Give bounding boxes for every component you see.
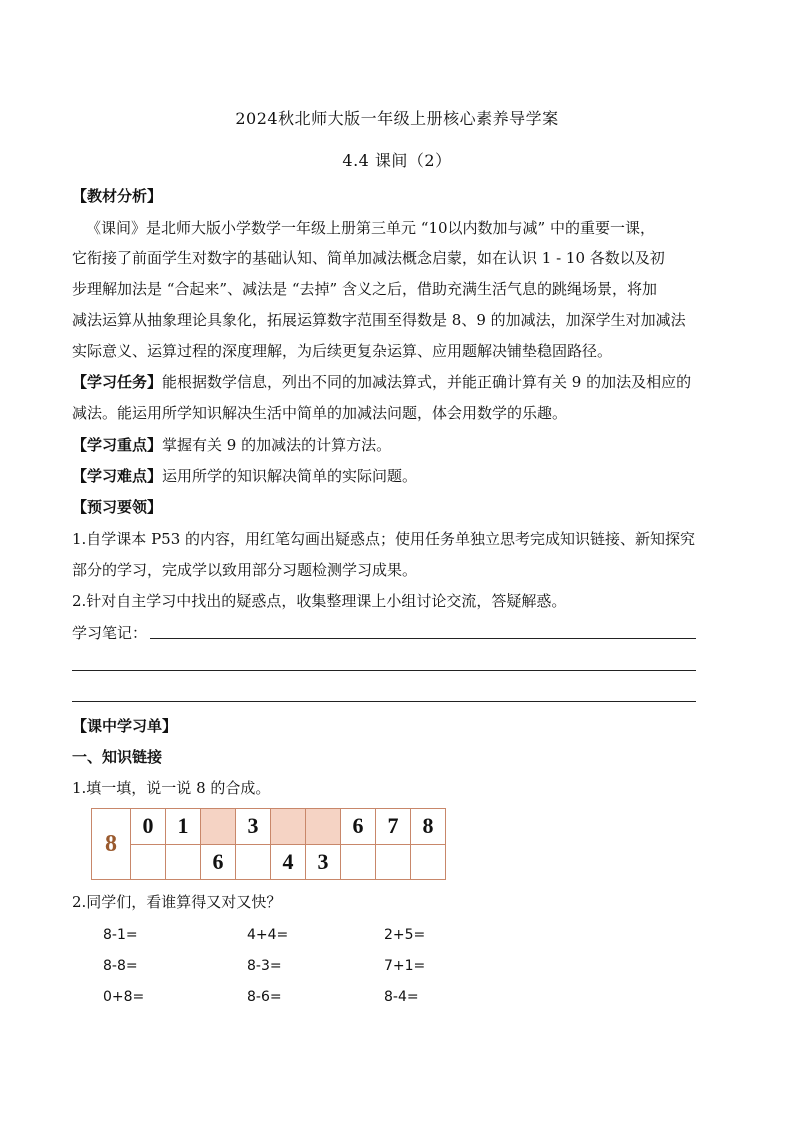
- composition-top-cell: 7: [376, 809, 411, 845]
- analysis-line-2: 它衔接了前面学生对数字的基础认知、简单加减法概念启蒙，如在认识 1 - 10 各数以及初: [72, 249, 665, 267]
- exercise: 4+4=: [247, 927, 289, 943]
- composition-bottom-cell[interactable]: [341, 844, 376, 880]
- key-point: [72, 435, 724, 455]
- notes-line-2[interactable]: [72, 670, 696, 671]
- composition-table: [91, 808, 446, 880]
- exercise: 8-4=: [384, 989, 419, 1005]
- composition-top-cell: 6: [341, 809, 376, 845]
- analysis-heading: 【教材分析】: [72, 187, 163, 205]
- analysis-line-4: 减法运算从抽象理论具象化，拓展运算数字范围至得数是 8、9 的加减法，加深学生对加减法: [72, 311, 686, 329]
- composition-top-cell[interactable]: [306, 809, 341, 845]
- composition-bottom-cell[interactable]: [411, 844, 446, 880]
- question-2: 2.同学们，看谁算得又对又快？: [72, 893, 282, 911]
- document-title: 2024秋北师大版一年级上册核心素养导学案: [235, 109, 559, 128]
- analysis-line-3: 步理解加法是 “合起来”、减法是 “去掉” 含义之后，借助充满生活气息的跳绳场景，将加: [72, 280, 657, 298]
- composition-bottom-cell[interactable]: [236, 844, 271, 880]
- task-line-1: [72, 372, 724, 392]
- task-line-2: 减法。能运用所学知识解决生活中简单的加减法问题，体会用数学的乐趣。: [72, 404, 568, 422]
- notes-line-3[interactable]: [72, 701, 696, 702]
- exercise: 8-6=: [247, 989, 282, 1005]
- exercise: 0+8=: [103, 989, 145, 1005]
- composition-bottom-cell[interactable]: [166, 844, 201, 880]
- composition-whole: 8: [92, 809, 131, 880]
- composition-bottom-cell: 3: [306, 844, 341, 880]
- key-point-text: 掌握有关 9 的加减法的计算方法。: [162, 436, 392, 454]
- composition-bottom-cell[interactable]: [376, 844, 411, 880]
- task-label: 【学习任务】: [72, 373, 163, 391]
- composition-bottom-row: [92, 844, 446, 880]
- notes-line-1[interactable]: [150, 638, 696, 639]
- task-text: 能根据数学信息，列出不同的加减法算式，并能正确计算有关 9 的加法及相应的: [162, 373, 692, 391]
- preview-heading: 【预习要领】: [72, 498, 163, 516]
- preview-line-2: 部分的学习，完成学以致用部分习题检测学习成果。: [72, 561, 418, 579]
- exercise: 8-1=: [103, 927, 138, 943]
- preview-line-3: 2.针对自主学习中找出的疑惑点，收集整理课上小组讨论交流，答疑解惑。: [72, 592, 567, 610]
- composition-bottom-cell: 4: [271, 844, 306, 880]
- composition-bottom-cell[interactable]: [131, 844, 166, 880]
- analysis-line-1: 《课间》是北师大版小学数学一年级上册第三单元 “10以内数加与减” 中的重要一课，: [86, 219, 655, 237]
- composition-top-cell[interactable]: [201, 809, 236, 845]
- composition-top-cell[interactable]: [271, 809, 306, 845]
- composition-top-cell: 1: [166, 809, 201, 845]
- difficulty-text: 运用所学的知识解决简单的实际问题。: [162, 467, 418, 485]
- section-knowledge-link: 一、知识链接: [72, 748, 163, 766]
- exercise: 8-8=: [103, 958, 138, 974]
- question-1: 1.填一填，说一说 8 的合成。: [72, 779, 271, 797]
- preview-line-1: 1.自学课本 P53 的内容，用红笔勾画出疑惑点；使用任务单独立思考完成知识链接、新知探究: [72, 530, 696, 548]
- analysis-line-5: 实际意义、运算过程的深度理解，为后续更复杂运算、应用题解决铺垫稳固路径。: [72, 342, 613, 360]
- difficulty-label: 【学习难点】: [72, 467, 163, 485]
- notes-label: 学习笔记：: [72, 624, 148, 642]
- composition-top-row: [92, 809, 446, 845]
- composition-top-cell: 3: [236, 809, 271, 845]
- class-sheet-heading: 【课中学习单】: [72, 717, 178, 735]
- lesson-subtitle: 4.4 课间（2）: [342, 151, 452, 170]
- exercise: 7+1=: [384, 958, 426, 974]
- composition-top-cell: 0: [131, 809, 166, 845]
- exercise: 8-3=: [247, 958, 282, 974]
- composition-top-cell: 8: [411, 809, 446, 845]
- exercise: 2+5=: [384, 927, 426, 943]
- composition-bottom-cell: 6: [201, 844, 236, 880]
- key-point-label: 【学习重点】: [72, 436, 163, 454]
- difficulty: [72, 466, 724, 486]
